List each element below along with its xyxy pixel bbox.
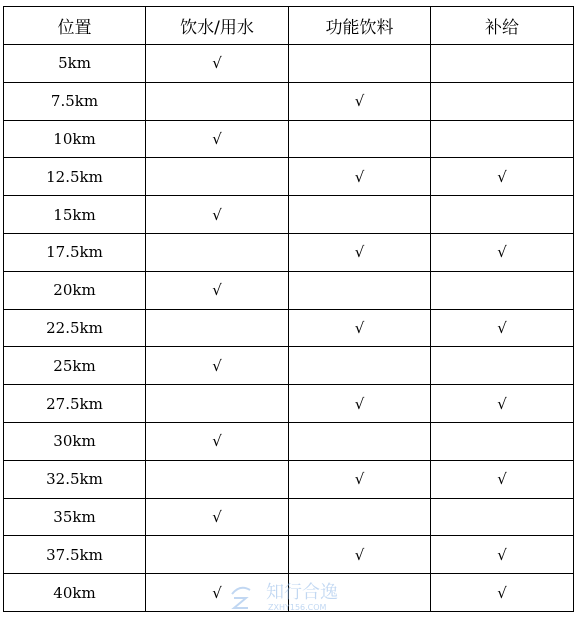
- table-body: [4, 45, 574, 612]
- cell-water: [146, 233, 289, 271]
- cell-position: 17.5km: [4, 233, 146, 271]
- cell-water: √: [146, 271, 289, 309]
- cell-position: 32.5km: [4, 460, 146, 498]
- cell-drink: √: [289, 460, 431, 498]
- cell-supply: [431, 271, 574, 309]
- watermark-subtext: ZXHY156.COM: [268, 603, 327, 612]
- table-row: [4, 536, 574, 574]
- cell-supply: [431, 422, 574, 460]
- cell-drink: [289, 196, 431, 234]
- cell-water: √: [146, 422, 289, 460]
- cell-position: 30km: [4, 422, 146, 460]
- cell-drink: √: [289, 536, 431, 574]
- table-row: [4, 45, 574, 83]
- table-row: [4, 460, 574, 498]
- table-header-row: [4, 7, 574, 45]
- cell-water: √: [146, 45, 289, 83]
- table-row: [4, 422, 574, 460]
- cell-supply: √: [431, 574, 574, 612]
- cell-water: √: [146, 498, 289, 536]
- cell-supply: [431, 120, 574, 158]
- cell-water: [146, 460, 289, 498]
- cell-supply: √: [431, 536, 574, 574]
- table-row: [4, 196, 574, 234]
- header-supply: 补给: [431, 7, 574, 45]
- cell-water: [146, 309, 289, 347]
- cell-drink: [289, 574, 431, 612]
- cell-supply: √: [431, 309, 574, 347]
- cell-drink: √: [289, 309, 431, 347]
- cell-water: [146, 158, 289, 196]
- table-row: [4, 158, 574, 196]
- table-row: [4, 233, 574, 271]
- cell-drink: [289, 271, 431, 309]
- table-row: [4, 574, 574, 612]
- table-row: [4, 347, 574, 385]
- cell-drink: √: [289, 233, 431, 271]
- cell-position: 20km: [4, 271, 146, 309]
- cell-supply: √: [431, 460, 574, 498]
- cell-position: 15km: [4, 196, 146, 234]
- cell-drink: [289, 498, 431, 536]
- header-position: 位置: [4, 7, 146, 45]
- cell-drink: [289, 347, 431, 385]
- cell-position: 22.5km: [4, 309, 146, 347]
- cell-position: 37.5km: [4, 536, 146, 574]
- cell-water: √: [146, 347, 289, 385]
- table-row: [4, 120, 574, 158]
- cell-drink: √: [289, 158, 431, 196]
- cell-position: 5km: [4, 45, 146, 83]
- cell-water: [146, 385, 289, 423]
- cell-supply: [431, 498, 574, 536]
- cell-water: √: [146, 120, 289, 158]
- cell-supply: [431, 45, 574, 83]
- cell-water: √: [146, 574, 289, 612]
- supply-station-table: [3, 6, 574, 612]
- cell-position: 25km: [4, 347, 146, 385]
- cell-drink: [289, 45, 431, 83]
- cell-water: √: [146, 196, 289, 234]
- cell-drink: [289, 120, 431, 158]
- cell-supply: [431, 82, 574, 120]
- cell-position: 40km: [4, 574, 146, 612]
- header-water: 饮水/用水: [146, 7, 289, 45]
- cell-supply: √: [431, 233, 574, 271]
- cell-supply: [431, 196, 574, 234]
- cell-position: 12.5km: [4, 158, 146, 196]
- cell-supply: [431, 347, 574, 385]
- table-row: [4, 309, 574, 347]
- table-row: [4, 498, 574, 536]
- table-row: [4, 271, 574, 309]
- cell-position: 10km: [4, 120, 146, 158]
- cell-supply: √: [431, 158, 574, 196]
- cell-position: 27.5km: [4, 385, 146, 423]
- cell-water: [146, 536, 289, 574]
- cell-water: [146, 82, 289, 120]
- cell-drink: [289, 422, 431, 460]
- table-row: [4, 82, 574, 120]
- cell-position: 7.5km: [4, 82, 146, 120]
- cell-drink: √: [289, 82, 431, 120]
- header-drink: 功能饮料: [289, 7, 431, 45]
- table-row: [4, 385, 574, 423]
- cell-supply: √: [431, 385, 574, 423]
- cell-drink: √: [289, 385, 431, 423]
- watermark-text: 知行合逸: [266, 582, 338, 603]
- cell-position: 35km: [4, 498, 146, 536]
